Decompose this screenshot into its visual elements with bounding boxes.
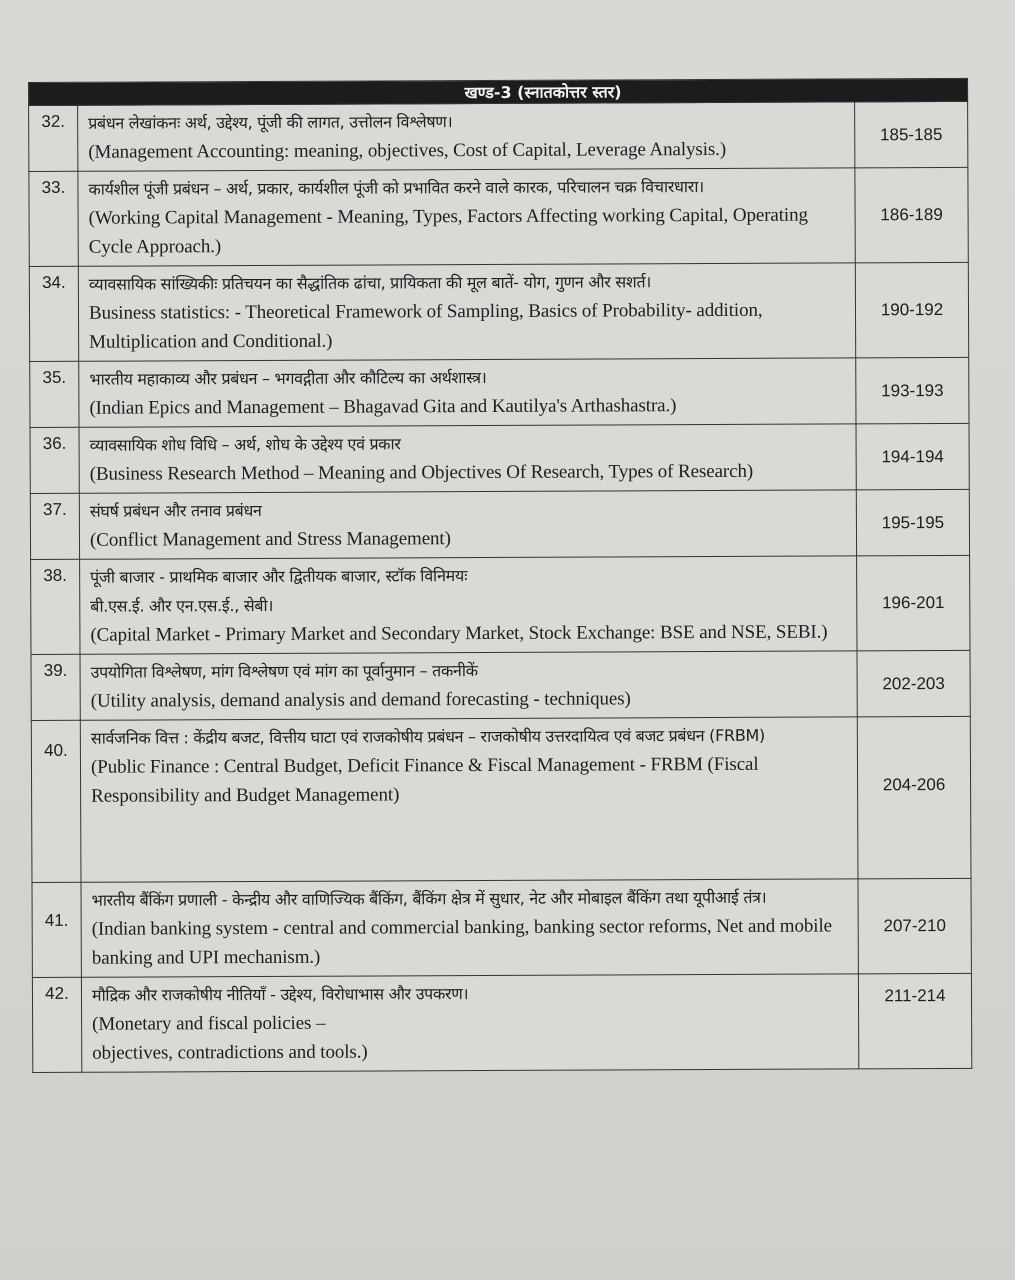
table-row	[30, 357, 969, 427]
topic-cell	[78, 102, 855, 171]
topic-english: (Capital Market - Primary Market and Secondary Market, Stock Exchange: BSE and NSE, SEBI.)	[90, 621, 828, 646]
table-row	[29, 167, 968, 266]
topic-hindi: व्यावसायिक सांख्यिकीः प्रतिचयन का सैद्धांतिक ढांचा, प्रायिकता की मूल बातें- योग, गुणन और सशर्त।	[88, 272, 652, 294]
row-number: 33.	[29, 171, 78, 266]
page-range: 196-201	[857, 555, 970, 650]
table-row	[29, 101, 968, 171]
topic-hindi: भारतीय महाकाव्य और प्रबंधन – भगवद्गीता और कौटिल्य का अर्थशास्त्र।	[89, 368, 487, 389]
topic-english: (Indian banking system - central and commercial banking, banking sector reforms, Net and mobile banking and UPI mechanism.)	[91, 915, 832, 969]
topic-english: (Utility analysis, demand analysis and demand forecasting - techniques)	[90, 688, 631, 712]
topic-hindi: उपयोगिता विश्लेषण, मांग विश्लेषण एवं मांग का पूर्वानुमान – तकनीकें	[90, 661, 478, 682]
topic-hindi-line2: बी.एस.ई. और एन.एस.ई., सेबी।	[90, 595, 274, 616]
row-number: 42.	[32, 977, 81, 1072]
topic-english: (Indian Epics and Management – Bhagavad Gita and Kautilya's Arthashastra.)	[89, 395, 677, 419]
section-title: खण्ड-3 (स्नातकोत्तर स्तर)	[29, 78, 968, 105]
page-range: 193-193	[856, 357, 969, 423]
topic-cell	[79, 358, 856, 427]
topic-english: Business statistics: - Theoretical Framework of Sampling, Basics of Probability- addition, Multiplication and Conditional.)	[88, 299, 763, 353]
row-number: 37.	[30, 493, 79, 559]
row-number: 40.	[31, 720, 81, 882]
topic-hindi: मौद्रिक और राजकोषीय नीतियाँ - उद्देश्य, विरोधाभास और उपकरण।	[91, 984, 469, 1005]
topic-cell	[78, 168, 855, 266]
page-range: 195-195	[856, 489, 969, 555]
topic-english: (Monetary and fiscal policies –	[92, 1012, 326, 1035]
row-number: 32.	[29, 105, 78, 171]
row-number: 41.	[32, 882, 81, 977]
topic-english: (Management Accounting: meaning, objectives, Cost of Capital, Leverage Analysis.)	[88, 138, 727, 163]
topic-english: (Working Capital Management - Meaning, Types, Factors Affecting working Capital, Operating Cycle Approach.)	[88, 204, 808, 258]
topic-english-line2: objectives, contradictions and tools.)	[92, 1041, 368, 1064]
table-row	[31, 650, 970, 720]
topic-hindi: प्रबंधन लेखांकनः अर्थ, उद्देश्य, पूंजी की लागत, उत्तोलन विश्लेषण।	[88, 112, 453, 133]
topic-hindi: व्यावसायिक शोध विधि – अर्थ, शोध के उद्देश्य एवं प्रकार	[89, 434, 401, 455]
topic-hindi: संघर्ष प्रबंधन और तनाव प्रबंधन	[89, 500, 262, 521]
table-row	[30, 489, 969, 559]
topic-hindi: सार्वजनिक वित्त : केंद्रीय बजट, वित्तीय घाटा एवं राजकोषीय प्रबंधन – राजकोषीय उत्तरदायित्व एवं बजट प्रबंधन (FRBM)	[90, 725, 765, 748]
topic-hindi: कार्यशील पूंजी प्रबंधन – अर्थ, प्रकार, कार्यशील पूंजी को प्रभावित करने वाले कारक, परिचालन चक्र विचारधारा।	[88, 177, 704, 199]
page-range: 202-203	[857, 650, 970, 716]
row-number: 35.	[30, 361, 79, 427]
topic-english: (Business Research Method – Meaning and Objectives Of Research, Types of Research)	[89, 460, 754, 485]
topic-cell	[80, 651, 857, 720]
topic-hindi: पूंजी बाजार - प्राथमिक बाजार और द्वितीयक बाजार, स्टॉक विनिमयः	[90, 566, 468, 587]
table-row	[30, 423, 969, 493]
page-range: 194-194	[856, 423, 969, 489]
topic-hindi: भारतीय बैंकिंग प्रणाली - केन्द्रीय और वाणिज्यिक बैंकिंग, बैंकिंग क्षेत्र में सुधार, नेट और मोबाइल बैंकिंग तथा यूपीआई तंत्र।	[91, 887, 767, 910]
syllabus-table	[28, 78, 972, 1073]
topic-cell	[81, 879, 858, 977]
topic-cell	[79, 424, 856, 493]
page-range: 207-210	[858, 878, 971, 973]
topic-cell	[80, 717, 858, 882]
table-row	[31, 555, 970, 654]
row-number: 39.	[31, 654, 80, 720]
table-row	[32, 878, 971, 977]
page-range: 190-192	[855, 262, 968, 357]
page-range: 211-214	[858, 973, 971, 1068]
syllabus-page	[28, 78, 972, 1073]
page-range: 204-206	[857, 716, 971, 878]
page-range: 185-185	[855, 101, 968, 167]
page-range: 186-189	[855, 167, 968, 262]
topic-cell	[80, 556, 857, 654]
row-number: 36.	[30, 427, 79, 493]
topic-english: (Conflict Management and Stress Management)	[89, 528, 451, 551]
topic-cell	[81, 974, 858, 1072]
topic-cell	[78, 263, 855, 361]
row-number: 34.	[29, 266, 78, 361]
table-row	[32, 973, 971, 1072]
row-number: 38.	[31, 559, 80, 654]
topic-english: (Public Finance : Central Budget, Deficit Finance & Fiscal Management - FRBM (Fiscal Responsibility and Budget Management)	[90, 753, 759, 807]
table-row	[29, 262, 968, 361]
table-row	[31, 716, 971, 882]
topic-cell	[79, 490, 856, 559]
